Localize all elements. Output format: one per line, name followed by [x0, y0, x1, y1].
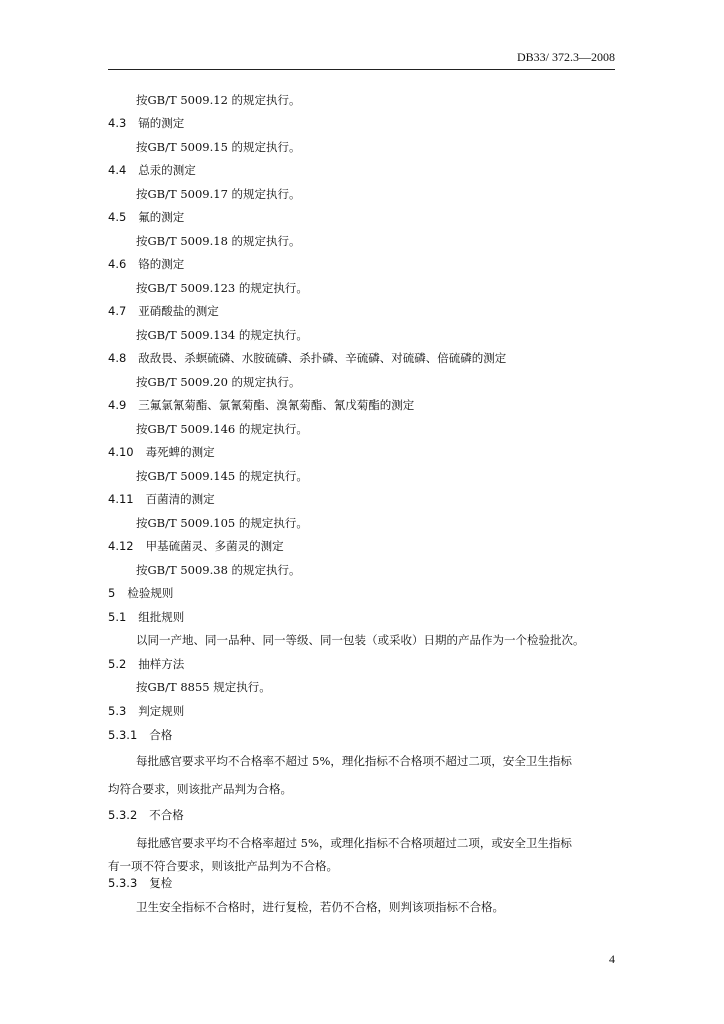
section-number: 5 — [108, 586, 116, 600]
section-number: 4.9 — [108, 398, 127, 412]
section-title: 氟的测定 — [138, 210, 185, 224]
paragraph-text: 按GB/T 5009.145 的规定执行。 — [136, 469, 308, 483]
page-number: 4 — [609, 952, 615, 966]
section-title: 亚硝酸盐的测定 — [138, 304, 219, 318]
section-number: 5.2 — [108, 657, 127, 671]
section-heading — [108, 874, 172, 892]
section-title: 敌敌畏、杀螟硫磷、水胺硫磷、杀扑磷、辛硫磷、对硫磷、倍硫磷的测定 — [138, 351, 507, 365]
section-heading — [108, 702, 184, 720]
section-heading — [108, 608, 184, 626]
paragraph-text: 以同一产地、同一品种、同一等级、同一包装（或采收）日期的产品作为一个检验批次。 — [136, 633, 585, 647]
section-title: 组批规则 — [138, 610, 185, 624]
section-title: 复检 — [149, 876, 173, 890]
paragraph-text: 按GB/T 8855 规定执行。 — [136, 680, 271, 694]
section-number: 5.3.3 — [108, 876, 138, 890]
paragraph-continuation: 均符合要求，则该批产品判为合格。 — [108, 782, 292, 796]
section-number: 5.3 — [108, 704, 127, 718]
section-title: 百菌清的测定 — [145, 492, 215, 506]
section-title: 铬的测定 — [138, 257, 185, 271]
section-heading — [108, 537, 284, 555]
section-number: 4.12 — [108, 539, 134, 553]
section-heading — [108, 114, 184, 132]
section-heading — [108, 255, 184, 273]
section-number: 4.5 — [108, 210, 127, 224]
paragraph-text: 按GB/T 5009.12 的规定执行。 — [136, 93, 301, 107]
section-heading — [108, 208, 184, 226]
section-title: 镉的测定 — [138, 116, 185, 130]
section-title: 毒死蜱的测定 — [145, 445, 215, 459]
paragraph-text: 按GB/T 5009.15 的规定执行。 — [136, 140, 301, 154]
section-title: 抽样方法 — [138, 657, 185, 671]
header-rule — [108, 69, 615, 70]
section-heading — [108, 806, 184, 824]
paragraph-text: 按GB/T 5009.105 的规定执行。 — [136, 516, 308, 530]
section-number: 4.7 — [108, 304, 127, 318]
paragraph-text: 按GB/T 5009.17 的规定执行。 — [136, 187, 301, 201]
section-title: 合格 — [149, 728, 173, 742]
section-title: 总汞的测定 — [138, 163, 196, 177]
section-number: 4.11 — [108, 492, 134, 506]
section-heading — [108, 161, 196, 179]
paragraph-text: 卫生安全指标不合格时，进行复检，若仍不合格，则判该项指标不合格。 — [136, 900, 504, 914]
section-number: 4.8 — [108, 351, 127, 365]
paragraph-text: 按GB/T 5009.123 的规定执行。 — [136, 281, 308, 295]
section-number: 5.1 — [108, 610, 127, 624]
paragraph-text: 按GB/T 5009.146 的规定执行。 — [136, 422, 308, 436]
section-title: 检验规则 — [127, 586, 174, 600]
paragraph-text: 按GB/T 5009.38 的规定执行。 — [136, 563, 301, 577]
section-number: 4.3 — [108, 116, 127, 130]
section-heading — [108, 490, 215, 508]
section-heading — [108, 726, 172, 744]
paragraph-continuation: 有一项不符合要求，则该批产品判为不合格。 — [108, 859, 338, 873]
section-number: 5.3.2 — [108, 808, 138, 822]
section-heading — [108, 396, 414, 414]
section-number: 4.4 — [108, 163, 127, 177]
section-number: 4.10 — [108, 445, 134, 459]
section-heading — [108, 302, 219, 320]
paragraph-text: 每批感官要求平均不合格率超过 5%，或理化指标不合格项超过二项，或安全卫生指标 — [136, 836, 572, 850]
section-title: 不合格 — [149, 808, 184, 822]
paragraph-text: 按GB/T 5009.18 的规定执行。 — [136, 234, 301, 248]
section-heading — [108, 349, 506, 367]
paragraph-text: 每批感官要求平均不合格率不超过 5%，理化指标不合格项不超过二项，安全卫生指标 — [136, 754, 572, 768]
paragraph-text: 按GB/T 5009.20 的规定执行。 — [136, 375, 301, 389]
section-number: 4.6 — [108, 257, 127, 271]
section-heading — [108, 655, 184, 673]
section-number: 5.3.1 — [108, 728, 138, 742]
paragraph-text: 按GB/T 5009.134 的规定执行。 — [136, 328, 308, 342]
section-title: 判定规则 — [138, 704, 185, 718]
section-heading — [108, 584, 173, 602]
section-title: 甲基硫菌灵、多菌灵的测定 — [145, 539, 284, 553]
header-code: DB33/ 372.3—2008 — [516, 50, 615, 64]
section-heading — [108, 443, 215, 461]
section-title: 三氟氯氰菊酯、氯氰菊酯、溴氰菊酯、氰戊菊酯的测定 — [138, 398, 415, 412]
